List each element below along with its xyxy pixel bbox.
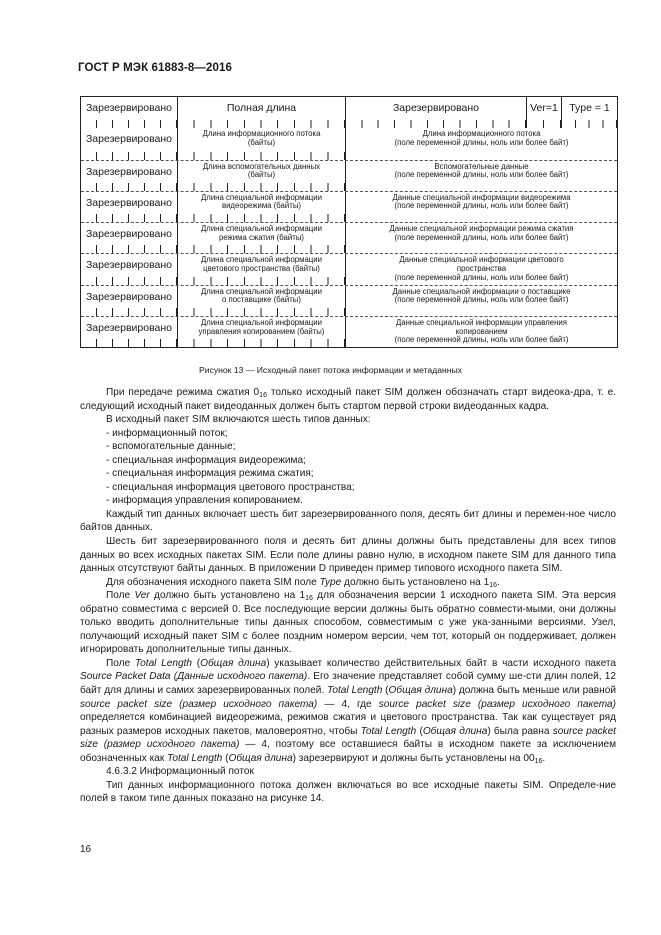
figure-top-row [81, 97, 617, 128]
bit-ticks [178, 308, 345, 316]
bit-ticks [81, 214, 177, 222]
bit-ticks [178, 120, 345, 128]
list-item: - информация управления копированием. [106, 495, 303, 507]
bit-ticks [178, 339, 345, 347]
data-label: Данные специальной информации режима сжатия (поле переменной длины, ноль или более байт) [389, 224, 574, 242]
reserved-cell [81, 128, 177, 159]
page-number: 16 [80, 844, 92, 855]
data-label: Длина информационного потока (поле переменной длины, ноль или более байт) [394, 129, 569, 147]
paragraph: В исходный пакет SIM включаются шесть типов данных: [106, 414, 371, 426]
reserved-cell [81, 97, 177, 128]
data-label: Данные специальной информации видеорежима (поле переменной длины, ноль или более байт) [392, 192, 571, 211]
reserved-label: Зарезервировано [85, 165, 173, 178]
reserved-label: Зарезервировано [85, 133, 173, 146]
paragraph: Для обозначения исходного пакета SIM поле Type должно быть установлено на $1_{16}$. [106, 576, 500, 589]
data-cell [345, 317, 617, 347]
bit-ticks [81, 339, 177, 347]
length-label: Длина специальной информации видеорежима (байты) [200, 192, 322, 211]
total-length-label: Полная длина [226, 102, 297, 114]
data-label: Данные специальной информации управления копированием (поле переменной длины, ноль или более байт) [394, 318, 569, 345]
length-label: Длина вспомогательных данных (байты) [202, 161, 321, 180]
paragraph: Поле Ver должно быть установлено на $1_{16}$ для обозначения версии 1 исходного пакета SIM. Эта версия обратно совместима с версией 0. Все последующие версии должны быть обратно совмести-мыми, они должны только вводить дополнительные типы данных способом, совместимым с уже ука-занными версиями. Узел, получающий исходный пакет SIM с более поздним номером версии, чем тот, который он поддерживает, должен игнорировать дополнительные типы данных. [80, 590, 616, 656]
figure-13-table [80, 96, 618, 348]
paragraph: Поле Total Length (Общая длина) указывает количество действительных байт в части исходного пакета Source Packet Data (Данные исходного пакета). Его значение представляет собой сумму ше-сти длин полей, 12 байт для длины и самих зарезервированных полей. Total Length (Общая длина) должна быть меньше или равной source packet size (размер исходного пакета) — 4, где source packet size (размер исходного пакета) определяется комбинацией видеорежима, режимов сжатия и цветового пространства. Так как существует ряд разных размеров исходных пакетов, маловероятно, чтобы Total Length (Общая длина) была равна source packet size (размер исходного пакета) — 4, поэтому все оставшиеся байты в исходном пакете за исключением обозначенных как Total Length (Общая длина) зарезервируют и должны быть установлены на $00_{16}$. [80, 657, 617, 765]
length-cell [177, 317, 345, 347]
figure-row [81, 160, 617, 191]
list-item: - специальная информация цветового пространства; [106, 481, 355, 493]
figure-row [81, 253, 617, 284]
data-cell [345, 254, 617, 284]
data-label: Данные специальной информации цветового пространства (поле переменной длины, ноль или более байт) [394, 255, 569, 282]
bit-ticks [81, 120, 177, 128]
bit-ticks [81, 277, 177, 285]
data-type-list [80, 427, 616, 508]
reserved-label: Зарезервировано [85, 322, 173, 335]
paragraph: Шесть бит зарезервированного поля и десять бит длины должны быть представлены для всех типов данных во всех исходных пакетах SIM. Если поле длины равно нулю, в исходном пакете SIM для данного типа данных отсутствуют байты данных. В приложении D приведен пример типового исходного пакета SIM. [80, 536, 616, 575]
length-cell [177, 223, 345, 253]
bit-ticks [178, 152, 345, 160]
figure-row [81, 285, 617, 316]
reserved-cell [81, 223, 177, 253]
length-cell [177, 192, 345, 222]
reserved-label: Зарезервировано [85, 102, 173, 114]
bit-ticks [81, 245, 177, 253]
figure-caption: Рисунок 13 — Исходный пакет потока информации и метаданных [199, 365, 462, 375]
bit-ticks [178, 214, 345, 222]
data-label: Данные специальной информации о поставщике (поле переменной длины, ноль или более байт) [392, 286, 571, 305]
reserved-label: Зарезервировано [85, 259, 173, 272]
reserved-label: Зарезервировано [85, 290, 173, 303]
bit-ticks [346, 120, 526, 128]
reserved-cell [81, 317, 177, 347]
reserved-cell [81, 192, 177, 222]
body-text [80, 386, 616, 806]
figure-row [81, 222, 617, 253]
data-cell [345, 192, 617, 222]
bit-ticks [178, 183, 345, 191]
paragraph: Тип данных информационного потока должен включаться во все исходные пакеты SIM. Определе-ние полей в таком типе данных показано на рисунке 14. [80, 779, 616, 805]
total-length-cell [177, 97, 345, 128]
length-label: Длина специальной информации управления копированием (байты) [198, 318, 325, 336]
type-cell [561, 97, 617, 128]
list-item: - специальная информация видеорежима; [106, 454, 306, 466]
bit-ticks [81, 183, 177, 191]
bit-ticks [527, 120, 561, 128]
data-cell [345, 223, 617, 253]
length-label: Длина специальной информации о поставщике (байты) [200, 286, 322, 305]
section-heading: 4.6.3.2 Информационный поток [106, 766, 254, 778]
bit-ticks [81, 308, 177, 316]
length-cell [177, 254, 345, 284]
list-item: - специальная информация режима сжатия; [106, 468, 314, 480]
list-item: - информационный поток; [106, 427, 228, 439]
paragraph: Каждый тип данных включает шесть бит зарезервированного поля, десять бит длины и перемен-ное число байтов данных. [80, 508, 616, 534]
length-label: Длина специальной информации режима сжатия (байты) [200, 224, 322, 242]
ver-label: Ver=1 [530, 102, 558, 114]
document-header: ГОСТ Р МЭК 61883-8—2016 [78, 62, 232, 74]
data-label: Вспомогательные данные (поле переменной длины, ноль или более байт) [394, 161, 569, 180]
paragraph: При передаче режима сжатия $0_{16}$ только исходный пакет SIM должен обозначать старт видеока-дра, т. е. следующий исходный пакет видеоданных должен быть стартом первой строки видеоданных кадра. [80, 387, 616, 412]
type-label: Type = 1 [569, 102, 610, 114]
reserved-label: Зарезервировано [85, 228, 173, 241]
ver-cell [526, 97, 561, 128]
length-label: Длина информационного потока (байты) [202, 129, 321, 147]
figure-row [81, 128, 617, 159]
length-label: Длина специальной информации цветового пространства (байты) [200, 255, 322, 274]
data-cell [345, 286, 617, 316]
data-cell [345, 161, 617, 191]
length-cell [177, 128, 345, 159]
reserved-label: Зарезервировано [85, 196, 173, 209]
length-cell [177, 161, 345, 191]
reserved-cell [81, 254, 177, 284]
reserved-cell [81, 161, 177, 191]
list-item: - вспомогательные данные; [106, 441, 236, 453]
reserved2-cell [345, 97, 526, 128]
length-cell [177, 286, 345, 316]
bit-ticks [81, 152, 177, 160]
reserved-cell [81, 286, 177, 316]
data-cell [345, 128, 617, 159]
bit-ticks [178, 277, 345, 285]
bit-ticks [178, 245, 345, 253]
figure-row [81, 191, 617, 222]
bit-ticks [562, 120, 617, 128]
figure-row [81, 316, 617, 347]
reserved2-label: Зарезервировано [392, 102, 480, 114]
